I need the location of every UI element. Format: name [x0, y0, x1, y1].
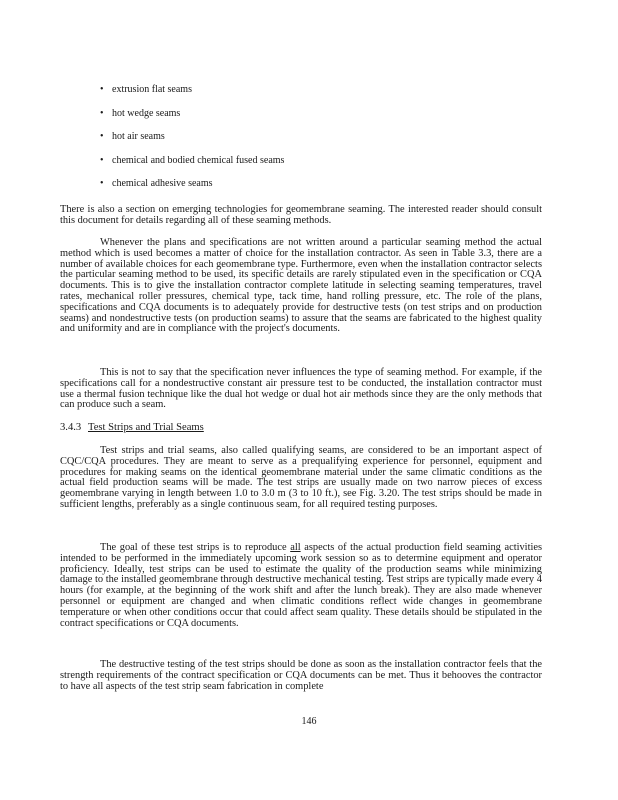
page-number: 146 [301, 716, 317, 727]
list-item: • hot wedge seams [100, 107, 181, 119]
emphasis-underlined: all [290, 542, 301, 553]
list-item: • chemical adhesive seams [100, 178, 213, 189]
list-item: • extrusion flat seams [100, 84, 192, 95]
list-item: • chemical and bodied chemical fused seams [100, 154, 285, 166]
seam-type-list [100, 84, 520, 202]
bullet-icon: • [100, 107, 104, 119]
paragraph-emerging-technologies: There is also a section on emerging technologies for geomembrane seaming. The interested reader should consult this document for details regarding all of these seaming methods. [60, 204, 542, 226]
bullet-icon: • [100, 131, 104, 142]
list-item: • hot air seams [100, 131, 165, 142]
paragraph-test-strip-goal: The goal of these test strips is to reproduce all aspects of the actual production field seaming activities intended to be performed in the immediately upcoming work session so as to determine equipment and operator proficiency. Ideally, test strips can be used to estimate the quality of the production seams while minimizing damage to the installed geomembrane through destructive mechanical testing. Test strips are typically made every 4 hours (for example, at the beginning of the work shift and after the lunch break). They are also made whenever personnel or equipment are changed and when climatic conditions reflect wide changes in geomembrane temperature or when other conditions occur that could affect seam quality. These details should be stipulated in the contract specifications or CQA documents. [60, 542, 542, 629]
section-title: Test Strips and Trial Seams [88, 422, 204, 433]
paragraph-test-strips: Test strips and trial seams, also called qualifying seams, are considered to be an important aspect of CQC/CQA procedures. They are meant to serve as a prequalifying experience for personnel, equipment and procedures for making seams on the identical geomembrane material under the same climatic conditions as the actual field production seams will be made. The test strips are usually made on two narrow pieces of excess geomembrane varying in length between 1.0 to 3.0 m (3 to 10 ft.), see Fig. 3.20. The test strips should be made in sufficient lengths, preferably as a single continuous seam, for all required testing purposes. [60, 445, 542, 510]
paragraph-destructive-testing: The destructive testing of the test strips should be done as soon as the installation contractor feels that the strength requirements of the contract specification or CQA documents can be met. Thus it behooves the contractor to have all aspects of the test strip seam fabrication in complete [60, 659, 542, 692]
bullet-icon: • [100, 178, 104, 189]
section-number: 3.4.3 [60, 422, 82, 433]
paragraph-specification-influence: This is not to say that the specification never influences the type of seaming method. For example, if the specifications call for a nondestructive constant air pressure test to be conducted, the installation contractor must use a thermal fusion technique like the dual hot wedge or dual hot air methods since they are the only methods that can produce such a seam. [60, 367, 542, 411]
bullet-icon: • [100, 154, 104, 166]
section-heading [60, 423, 542, 434]
bullet-icon: • [100, 84, 104, 95]
paragraph-seaming-method-choice: Whenever the plans and specifications are not written around a particular seaming method the actual method which is used becomes a matter of choice for the installation contractor. As seen in Table 3.3, there are a number of available choices for each geomembrane type. Furthermore, even when the installation contractor selects the particular seaming method to be used, its specific details are rarely stipulated even in the specification or CQA documents. This is to give the installation contractor complete latitude in selecting seaming temperatures, travel rates, mechanical roller pressures, chemical type, tack time, hand rolling pressure, etc. The role of the plans, specifications and CQA documents is to adequately provide for destructive tests (on test strips and on production seams) and nondestructive tests (on production seams) to assure that the seams are fabricated to the highest quality and uniformity and are in compliance with the project's documents. [60, 237, 542, 335]
